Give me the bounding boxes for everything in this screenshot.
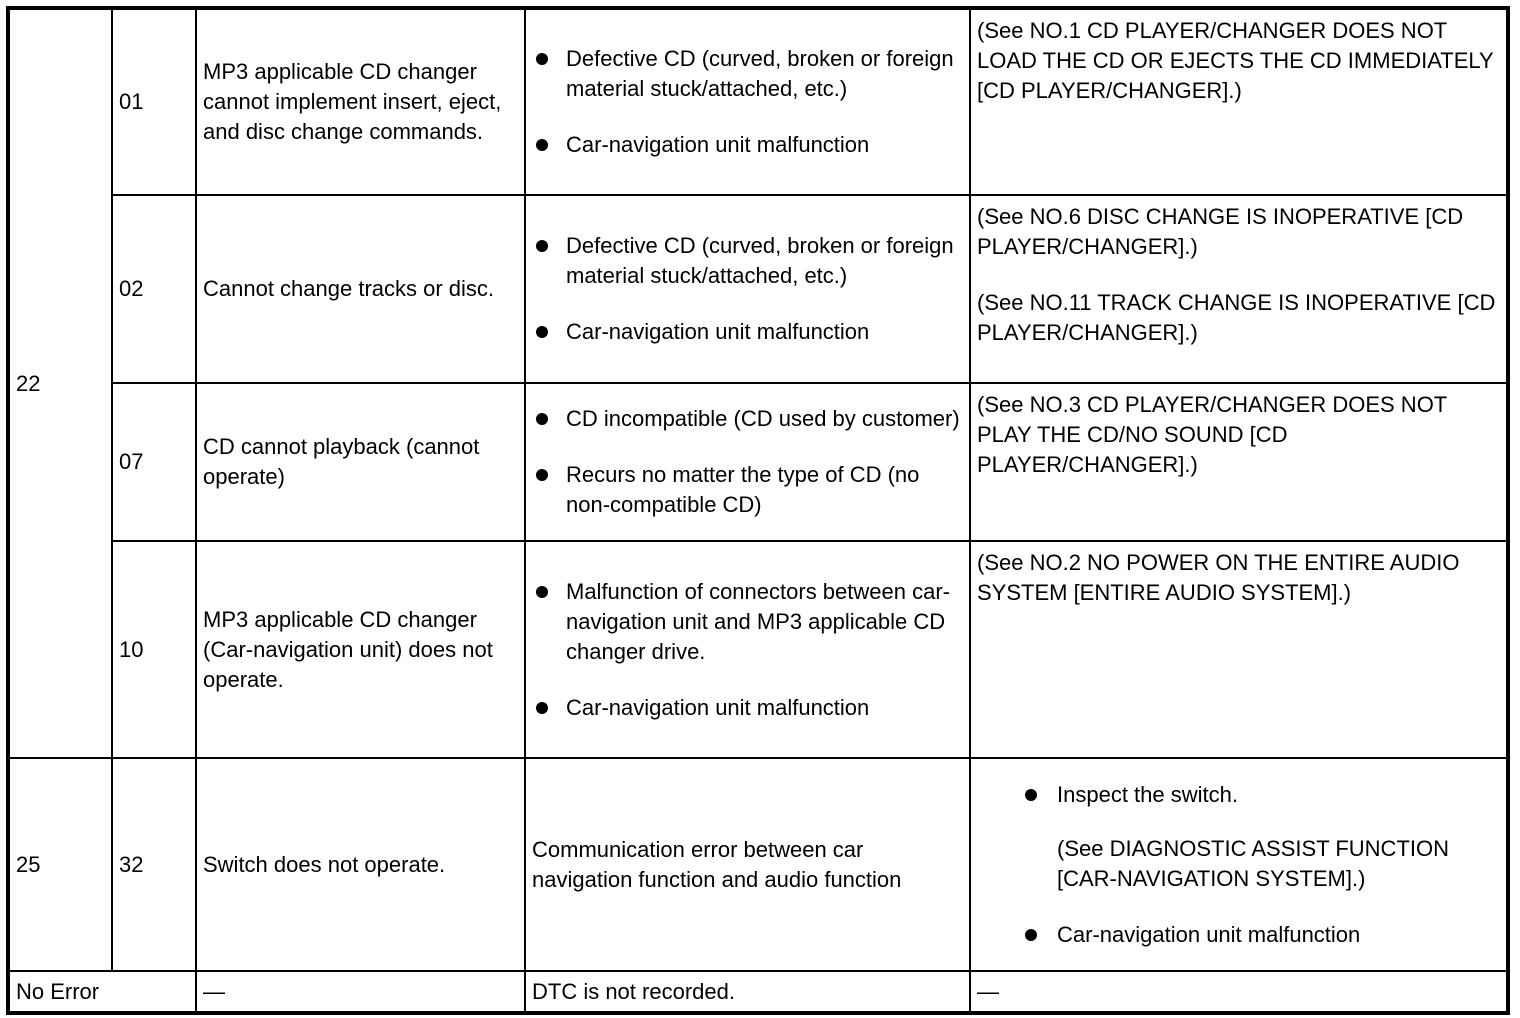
symptom: Switch does not operate. <box>203 851 446 877</box>
cause-cell <box>525 195 970 383</box>
dtc-code: No Error <box>16 978 100 1004</box>
cause-item: Recurs no matter the type of CD (no non-compatible CD) <box>566 460 963 520</box>
sub-code: 01 <box>119 89 144 114</box>
table-row <box>8 8 1508 195</box>
sub-code: 07 <box>119 449 144 474</box>
empty-dash: — <box>203 978 225 1004</box>
table-row <box>8 383 1508 541</box>
cause-item: Car-navigation unit malfunction <box>566 130 963 160</box>
action-list <box>977 780 1500 950</box>
reference-cell <box>970 195 1508 383</box>
action-text: Inspect the switch. <box>1057 781 1238 807</box>
sub-code-cell <box>112 383 196 541</box>
sub-code-cell <box>112 541 196 758</box>
cause-item: Malfunction of connectors between car-navigation unit and MP3 applicable CD changer drive. <box>566 577 963 667</box>
reference-text: (See NO.6 DISC CHANGE IS INOPERATIVE [CD PLAYER/CHANGER].) <box>977 204 1464 259</box>
symptom: MP3 applicable CD changer cannot implement insert, eject, and disc change commands. <box>203 59 502 144</box>
dtc-code: 25 <box>16 851 41 877</box>
action-cell <box>970 758 1508 971</box>
cause-list <box>532 404 963 520</box>
table-row <box>8 541 1508 758</box>
sub-code: 32 <box>119 851 144 877</box>
action-item <box>1057 780 1500 894</box>
action-note: (See DIAGNOSTIC ASSIST FUNCTION [CAR-NAVIGATION SYSTEM].) <box>1057 835 1449 891</box>
symptom-cell <box>196 383 525 541</box>
symptom-cell <box>196 8 525 195</box>
reference-cell <box>970 8 1508 195</box>
cause-cell <box>525 541 970 758</box>
cause-cell <box>525 383 970 541</box>
cause-cell <box>525 8 970 195</box>
cause-list <box>532 44 963 160</box>
cause-list <box>532 231 963 347</box>
sub-code: 02 <box>119 276 144 301</box>
table-row <box>8 758 1508 971</box>
table-row <box>8 195 1508 383</box>
dtc-code-cell <box>8 8 112 758</box>
reference-text: (See NO.1 CD PLAYER/CHANGER DOES NOT LOAD THE CD OR EJECTS THE CD IMMEDIATELY [CD PLAYER/CHANGER].) <box>977 18 1494 103</box>
cause-item: Defective CD (curved, broken or foreign material stuck/attached, etc.) <box>566 231 963 291</box>
symptom-cell <box>196 971 525 1013</box>
symptom: Cannot change tracks or disc. <box>203 276 495 301</box>
sub-code-cell <box>112 195 196 383</box>
cause-item: CD incompatible (CD used by customer) <box>566 404 963 434</box>
table-row <box>8 971 1508 1013</box>
reference-text: (See NO.11 TRACK CHANGE IS INOPERATIVE [CD PLAYER/CHANGER].) <box>977 290 1496 345</box>
sub-code: 10 <box>119 636 144 662</box>
symptom-cell <box>196 541 525 758</box>
empty-dash: — <box>977 978 999 1004</box>
symptom-cell <box>196 195 525 383</box>
cause-cell <box>525 758 970 971</box>
reference-text: (See NO.3 CD PLAYER/CHANGER DOES NOT PLAY THE CD/NO SOUND [CD PLAYER/CHANGER].) <box>977 392 1447 477</box>
dtc-code: 22 <box>16 370 41 396</box>
cause-list <box>532 577 963 723</box>
dtc-code-cell <box>8 758 112 971</box>
reference-text: (See NO.2 NO POWER ON THE ENTIRE AUDIO SYSTEM [ENTIRE AUDIO SYSTEM].) <box>977 550 1460 605</box>
reference-cell <box>970 541 1508 758</box>
symptom: MP3 applicable CD changer (Car-navigation unit) does not operate. <box>203 606 493 692</box>
reference-cell <box>970 383 1508 541</box>
symptom-cell <box>196 758 525 971</box>
cause-cell <box>525 971 970 1013</box>
cause-text: Communication error between car navigation function and audio function <box>532 836 902 892</box>
cause-item: Defective CD (curved, broken or foreign material stuck/attached, etc.) <box>566 44 963 104</box>
sub-code-cell <box>112 758 196 971</box>
action-cell <box>970 971 1508 1013</box>
sub-code-cell <box>112 8 196 195</box>
action-item: Car-navigation unit malfunction <box>1057 920 1500 950</box>
cause-item: Car-navigation unit malfunction <box>566 317 963 347</box>
cause-text: DTC is not recorded. <box>532 978 735 1004</box>
cause-item: Car-navigation unit malfunction <box>566 693 963 723</box>
dtc-code-cell <box>8 971 196 1013</box>
symptom: CD cannot playback (cannot operate) <box>203 434 480 489</box>
dtc-table <box>6 6 1510 1015</box>
